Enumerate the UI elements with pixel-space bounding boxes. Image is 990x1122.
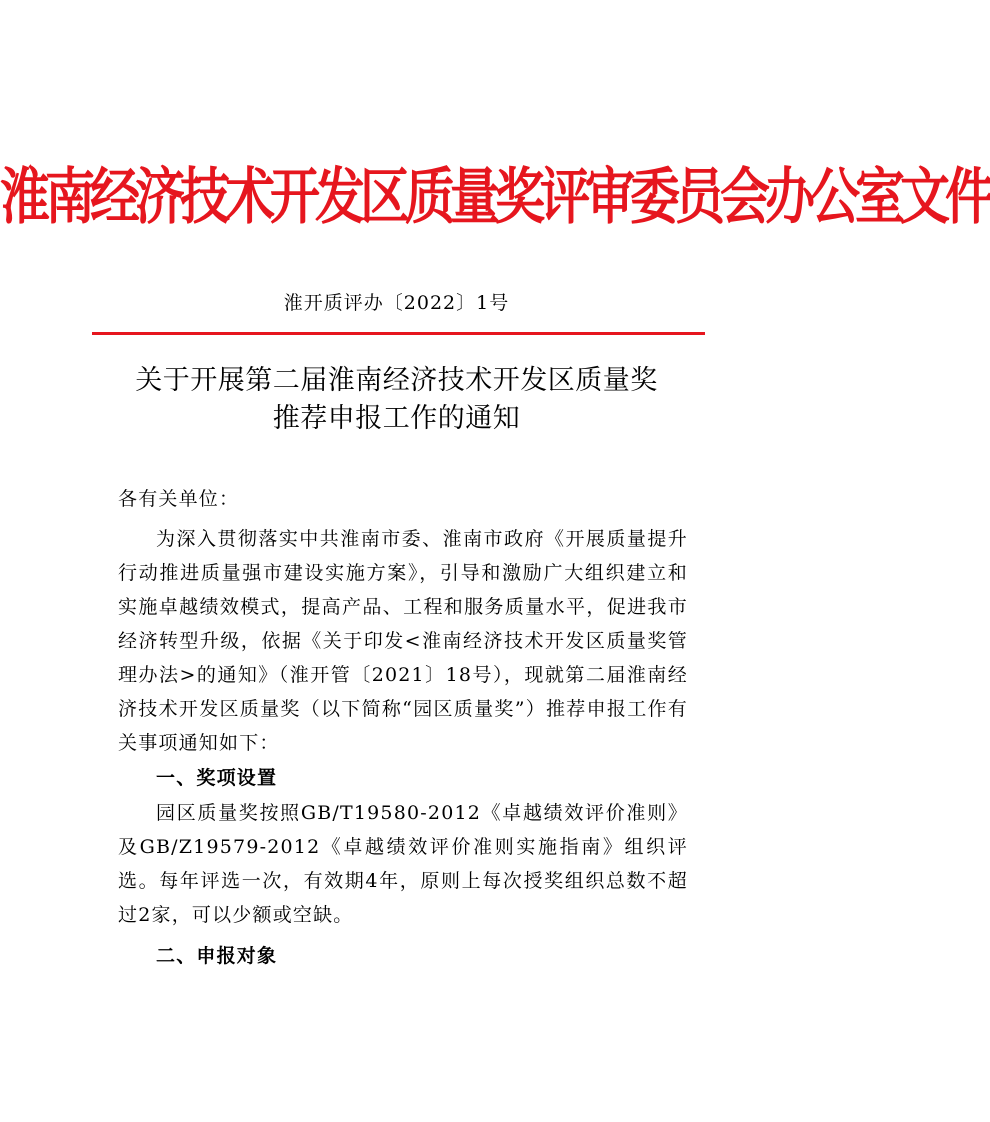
salutation: 各有关单位： [118, 488, 240, 510]
section-2-heading: 二、申报对象 [156, 945, 278, 967]
document-title-line-2: 推荐申报工作的通知 [272, 403, 521, 434]
issuing-office-header: 淮南经济技术开发区质量奖评审委员会办公室文件 [0, 161, 990, 233]
section-1-heading: 一、奖项设置 [156, 767, 278, 789]
intro-paragraph: 为深入贯彻落实中共淮南市委、淮南市政府《开展质量提升行动推进质量强市建设实施方案》，引导和激励广大组织建立和实施卓越绩效模式，提高产品、工程和服务质量水平，促进我市经济转型升级，依据《关于印发<淮南经济技术开发区质量奖管理办法>的通知》（淮开管〔2021〕18号），现就第二届淮南经济技术开发区质量奖（以下简称“园区质量奖”）推荐申报工作有关事项通知如下： [118, 528, 688, 754]
document-title [0, 362, 793, 438]
document-title-line-1: 关于开展第二届淮南经济技术开发区质量奖 [135, 365, 658, 396]
section-1-paragraph: 园区质量奖按照GB/T19580-2012《卓越绩效评价准则》及GB/Z19579-2012《卓越绩效评价准则实施指南》组织评选。每年评选一次，有效期4年，原则上每次授奖组织总数不超过2家，可以少额或空缺。 [118, 802, 688, 926]
document-number: 淮开质评办〔2022〕1号 [283, 292, 510, 314]
document-body [118, 482, 688, 974]
red-divider-line [92, 332, 705, 335]
